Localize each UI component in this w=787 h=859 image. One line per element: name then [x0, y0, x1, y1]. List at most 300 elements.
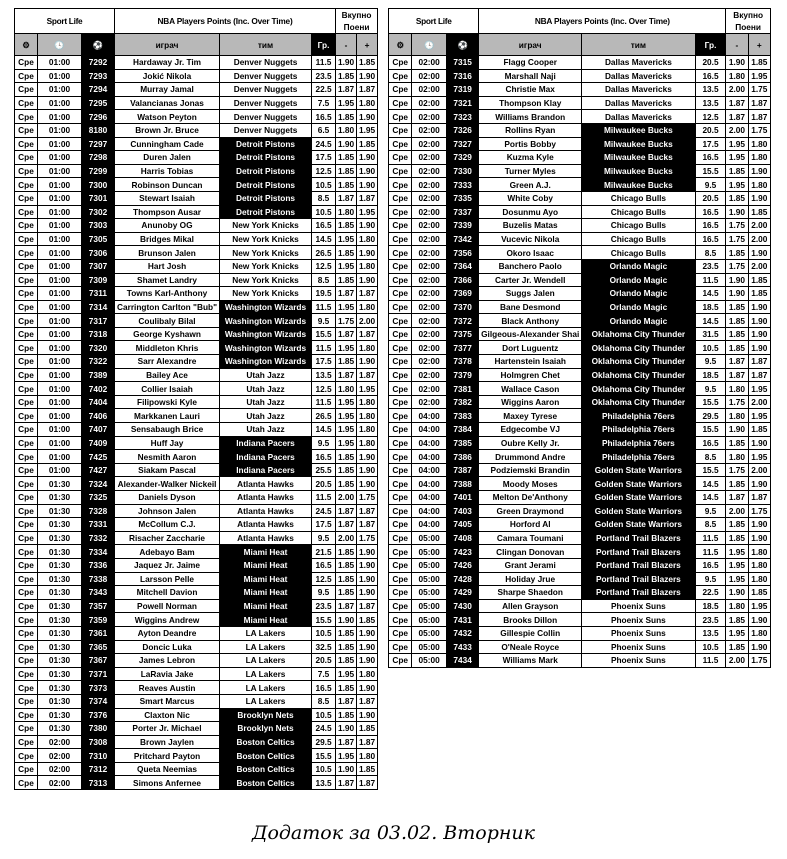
day-cell: Сре — [389, 450, 412, 464]
player-cell: Black Anthony — [479, 314, 582, 328]
over-odds-cell: 1.90 — [357, 219, 378, 233]
team-cell: Utah Jazz — [220, 382, 312, 396]
day-cell: Сре — [15, 300, 38, 314]
time-cell: 02:00 — [412, 151, 447, 165]
over-odds-cell: 1.75 — [748, 123, 770, 137]
over-odds-cell: 2.00 — [748, 463, 770, 477]
time-cell: 01:00 — [38, 83, 82, 97]
time-cell: 01:00 — [38, 178, 82, 192]
player-cell: Valancianas Jonas — [115, 96, 220, 110]
under-odds-cell: 1.85 — [336, 246, 357, 260]
time-cell: 02:00 — [412, 219, 447, 233]
over-odds-cell: 1.90 — [748, 341, 770, 355]
code-cell: 7292 — [82, 56, 115, 70]
over-odds-cell: 1.80 — [357, 259, 378, 273]
day-cell: Сре — [15, 558, 38, 572]
table-row — [389, 205, 771, 219]
under-odds-cell: 1.90 — [726, 56, 748, 70]
code-cell: 7372 — [446, 314, 479, 328]
under-odds-cell: 1.75 — [726, 259, 748, 273]
under-odds-cell: 1.85 — [726, 518, 748, 532]
under-odds-cell: 1.90 — [726, 287, 748, 301]
time-cell: 01:30 — [38, 640, 82, 654]
day-cell: Сре — [389, 164, 412, 178]
over-odds-cell: 1.90 — [357, 477, 378, 491]
over-odds-cell: 2.00 — [748, 232, 770, 246]
over-odds-cell: 1.90 — [748, 613, 770, 627]
time-cell: 02:00 — [412, 341, 447, 355]
code-cell: 7343 — [82, 586, 115, 600]
time-cell: 02:00 — [412, 300, 447, 314]
table-row — [389, 640, 771, 654]
over-odds-cell: 1.87 — [357, 518, 378, 532]
time-cell: 02:00 — [38, 776, 82, 790]
over-odds-cell: 1.80 — [357, 423, 378, 437]
table-row — [15, 572, 378, 586]
under-odds-cell: 1.75 — [336, 314, 357, 328]
table-row — [389, 178, 771, 192]
table-row — [389, 110, 771, 124]
code-cell: 7386 — [446, 450, 479, 464]
line-cell: 12.5 — [312, 572, 336, 586]
under-odds-cell: 1.85 — [336, 164, 357, 178]
team-cell: Chicago Bulls — [582, 191, 696, 205]
line-cell: 15.5 — [312, 749, 336, 763]
under-odds-cell: 1.75 — [726, 463, 748, 477]
code-cell: 7387 — [446, 463, 479, 477]
time-cell: 01:30 — [38, 681, 82, 695]
day-cell: Сре — [389, 56, 412, 70]
team-cell: LA Lakers — [220, 626, 312, 640]
day-cell: Сре — [15, 246, 38, 260]
table-row — [15, 694, 378, 708]
time-cell: 01:00 — [38, 463, 82, 477]
ball-icon: ⚽ — [446, 34, 479, 56]
day-cell: Сре — [389, 477, 412, 491]
table-row — [389, 518, 771, 532]
line-cell: 10.5 — [312, 762, 336, 776]
table-row — [15, 395, 378, 409]
code-cell: 7376 — [82, 708, 115, 722]
team-cell: Utah Jazz — [220, 423, 312, 437]
under-odds-cell: 1.90 — [336, 762, 357, 776]
player-cell: Maxey Tyrese — [479, 409, 582, 423]
time-cell: 01:00 — [38, 450, 82, 464]
over-odds-cell: 1.90 — [357, 246, 378, 260]
over-odds-cell: 1.90 — [748, 477, 770, 491]
team-cell: New York Knicks — [220, 219, 312, 233]
over-odds-cell: 1.85 — [748, 56, 770, 70]
line-cell: 14.5 — [695, 314, 726, 328]
over-odds-cell: 1.90 — [357, 273, 378, 287]
day-cell: Сре — [389, 572, 412, 586]
player-cell: Sensabaugh Brice — [115, 423, 220, 437]
time-cell: 04:00 — [412, 518, 447, 532]
player-cell: Hartenstein Isaiah — [479, 355, 582, 369]
code-cell: 7377 — [446, 341, 479, 355]
totals-label-line1: Вкупно — [341, 10, 372, 20]
code-cell: 7302 — [82, 205, 115, 219]
table-row — [389, 96, 771, 110]
line-cell: 11.5 — [695, 545, 726, 559]
player-cell: Jaquez Jr. Jaime — [115, 558, 220, 572]
line-cell: 10.5 — [312, 205, 336, 219]
over-odds-cell: 1.87 — [748, 110, 770, 124]
line-cell: 29.5 — [312, 735, 336, 749]
over-odds-cell: 1.90 — [357, 654, 378, 668]
team-cell: Denver Nuggets — [220, 83, 312, 97]
under-odds-cell: 1.90 — [726, 205, 748, 219]
code-cell: 7297 — [82, 137, 115, 151]
over-odds-cell: 1.95 — [357, 123, 378, 137]
line-cell: 8.5 — [695, 518, 726, 532]
time-cell: 01:30 — [38, 599, 82, 613]
table-row — [15, 191, 378, 205]
table-row — [15, 273, 378, 287]
time-cell: 04:00 — [412, 491, 447, 505]
player-cell: Marshall Naji — [479, 69, 582, 83]
code-cell: 7402 — [82, 382, 115, 396]
code-cell: 7315 — [446, 56, 479, 70]
under-odds-cell: 1.85 — [336, 640, 357, 654]
player-cell: Green Draymond — [479, 504, 582, 518]
time-cell: 01:00 — [38, 164, 82, 178]
line-cell: 6.5 — [312, 123, 336, 137]
player-header: играч — [115, 34, 220, 56]
table-row — [389, 450, 771, 464]
line-cell: 20.5 — [312, 654, 336, 668]
table-row — [389, 423, 771, 437]
day-cell: Сре — [15, 273, 38, 287]
line-cell: 14.5 — [695, 477, 726, 491]
over-odds-cell: 1.85 — [748, 205, 770, 219]
team-cell: Portland Trail Blazers — [582, 531, 696, 545]
time-cell: 02:00 — [412, 83, 447, 97]
team-cell: Atlanta Hawks — [220, 504, 312, 518]
day-cell: Сре — [389, 151, 412, 165]
time-cell: 05:00 — [412, 531, 447, 545]
player-cell: Powell Norman — [115, 599, 220, 613]
footer-caption: Додаток за 03.02. Вторник — [252, 822, 535, 844]
day-cell: Сре — [15, 762, 38, 776]
over-odds-cell: 1.87 — [357, 776, 378, 790]
team-cell: Oklahoma City Thunder — [582, 382, 696, 396]
over-odds-cell: 1.90 — [748, 327, 770, 341]
team-cell: New York Knicks — [220, 232, 312, 246]
table-row — [15, 518, 378, 532]
table-row — [15, 300, 378, 314]
code-cell: 7432 — [446, 626, 479, 640]
line-cell: 12.5 — [312, 164, 336, 178]
time-cell: 05:00 — [412, 545, 447, 559]
table-row — [15, 287, 378, 301]
under-odds-cell: 1.90 — [726, 586, 748, 600]
player-cell: Williams Mark — [479, 654, 582, 668]
team-cell: Golden State Warriors — [582, 504, 696, 518]
player-cell: Adebayo Bam — [115, 545, 220, 559]
line-cell: 16.5 — [695, 151, 726, 165]
player-cell: Towns Karl-Anthony — [115, 287, 220, 301]
day-cell: Сре — [389, 586, 412, 600]
table-row — [389, 341, 771, 355]
line-cell: 17.5 — [312, 518, 336, 532]
over-odds-cell: 1.80 — [748, 137, 770, 151]
line-cell: 8.5 — [312, 191, 336, 205]
time-cell: 01:30 — [38, 545, 82, 559]
table-row — [15, 463, 378, 477]
day-cell: Сре — [389, 504, 412, 518]
under-odds-cell: 2.00 — [726, 504, 748, 518]
team-cell: Boston Celtics — [220, 762, 312, 776]
line-cell: 17.5 — [695, 137, 726, 151]
line-cell: 11.5 — [695, 654, 726, 668]
under-odds-cell: 1.87 — [336, 504, 357, 518]
code-cell: 7431 — [446, 613, 479, 627]
under-odds-cell: 1.90 — [726, 423, 748, 437]
player-cell: Holiday Jrue — [479, 572, 582, 586]
player-cell: Williams Brandon — [479, 110, 582, 124]
team-cell: LA Lakers — [220, 654, 312, 668]
line-cell: 10.5 — [695, 640, 726, 654]
day-cell: Сре — [15, 259, 38, 273]
under-odds-cell: 1.80 — [726, 599, 748, 613]
over-odds-cell: 1.90 — [357, 69, 378, 83]
code-cell: 7359 — [82, 613, 115, 627]
time-cell: 01:00 — [38, 409, 82, 423]
day-cell: Сре — [389, 436, 412, 450]
code-cell: 7323 — [446, 110, 479, 124]
player-cell: Wiggins Aaron — [479, 395, 582, 409]
time-cell: 01:30 — [38, 613, 82, 627]
time-cell: 02:00 — [412, 368, 447, 382]
player-cell: Grant Jerami — [479, 558, 582, 572]
code-cell: 7428 — [446, 572, 479, 586]
table-row — [389, 409, 771, 423]
player-cell: Green A.J. — [479, 178, 582, 192]
player-cell: Coulibaly Bilal — [115, 314, 220, 328]
time-cell: 01:00 — [38, 395, 82, 409]
under-odds-cell: 1.85 — [336, 151, 357, 165]
over-odds-cell: 1.90 — [748, 246, 770, 260]
over-odds-cell: 1.75 — [357, 491, 378, 505]
team-cell: New York Knicks — [220, 259, 312, 273]
line-header: Гр. — [695, 34, 726, 56]
code-cell: 7429 — [446, 586, 479, 600]
code-cell: 7383 — [446, 409, 479, 423]
day-cell: Сре — [389, 626, 412, 640]
time-cell: 02:00 — [412, 56, 447, 70]
player-cell: Hardaway Jr. Tim — [115, 56, 220, 70]
team-cell: Washington Wizards — [220, 341, 312, 355]
team-cell: New York Knicks — [220, 273, 312, 287]
code-cell: 7404 — [82, 395, 115, 409]
day-cell: Сре — [15, 56, 38, 70]
under-odds-cell: 1.95 — [726, 572, 748, 586]
day-cell: Сре — [389, 110, 412, 124]
table-row — [15, 56, 378, 70]
left-rows — [15, 56, 378, 790]
team-cell: LA Lakers — [220, 694, 312, 708]
line-cell: 17.5 — [312, 355, 336, 369]
player-cell: Wallace Cason — [479, 382, 582, 396]
over-odds-cell: 1.80 — [357, 300, 378, 314]
code-cell: 7300 — [82, 178, 115, 192]
time-cell: 01:30 — [38, 708, 82, 722]
code-cell: 7319 — [446, 83, 479, 97]
under-odds-cell: 2.00 — [336, 531, 357, 545]
table-row — [389, 83, 771, 97]
time-cell: 01:30 — [38, 504, 82, 518]
under-odds-cell: 2.00 — [726, 83, 748, 97]
line-cell: 9.5 — [695, 504, 726, 518]
time-cell: 05:00 — [412, 558, 447, 572]
player-cell: Carrington Carlton "Bub" — [115, 300, 220, 314]
under-odds-cell: 1.85 — [336, 273, 357, 287]
team-cell: Golden State Warriors — [582, 477, 696, 491]
code-cell: 7293 — [82, 69, 115, 83]
player-cell: Moody Moses — [479, 477, 582, 491]
code-cell: 7333 — [446, 178, 479, 192]
day-cell: Сре — [15, 735, 38, 749]
table-row — [389, 477, 771, 491]
player-cell: Edgecombe VJ — [479, 423, 582, 437]
table-row — [15, 423, 378, 437]
time-cell: 02:00 — [412, 137, 447, 151]
player-cell: Brown Jaylen — [115, 735, 220, 749]
time-cell: 01:00 — [38, 287, 82, 301]
player-cell: George Kyshawn — [115, 327, 220, 341]
line-cell: 26.5 — [312, 409, 336, 423]
player-cell: Flagg Cooper — [479, 56, 582, 70]
under-odds-cell: 1.85 — [726, 327, 748, 341]
code-cell: 7321 — [446, 96, 479, 110]
time-cell: 01:00 — [38, 191, 82, 205]
totals-label — [336, 9, 378, 34]
team-cell: Milwaukee Bucks — [582, 151, 696, 165]
team-cell: Orlando Magic — [582, 287, 696, 301]
player-cell: Markkanen Lauri — [115, 409, 220, 423]
table-row — [15, 232, 378, 246]
code-cell: 7361 — [82, 626, 115, 640]
day-cell: Сре — [389, 382, 412, 396]
brand-label: Sport Life — [389, 9, 479, 34]
code-cell: 7316 — [446, 69, 479, 83]
day-cell: Сре — [389, 300, 412, 314]
under-odds-cell: 1.80 — [336, 205, 357, 219]
player-cell: Vucevic Nikola — [479, 232, 582, 246]
player-cell: Rollins Ryan — [479, 123, 582, 137]
line-cell: 11.5 — [695, 531, 726, 545]
player-cell: Brunson Jalen — [115, 246, 220, 260]
day-cell: Сре — [15, 586, 38, 600]
line-cell: 8.5 — [695, 450, 726, 464]
player-cell: Duren Jalen — [115, 151, 220, 165]
table-row — [15, 368, 378, 382]
line-cell: 15.5 — [312, 613, 336, 627]
under-odds-cell: 1.87 — [726, 110, 748, 124]
code-cell: 7434 — [446, 654, 479, 668]
team-cell: Phoenix Suns — [582, 654, 696, 668]
over-odds-cell: 1.85 — [357, 56, 378, 70]
under-odds-cell: 1.85 — [726, 640, 748, 654]
line-cell: 17.5 — [312, 151, 336, 165]
under-odds-cell: 1.85 — [336, 558, 357, 572]
line-cell: 16.5 — [312, 110, 336, 124]
code-cell: 7326 — [446, 123, 479, 137]
code-cell: 7367 — [82, 654, 115, 668]
over-odds-cell: 1.80 — [748, 545, 770, 559]
day-cell: Сре — [389, 518, 412, 532]
table-row — [15, 477, 378, 491]
totals-label — [726, 9, 771, 34]
player-cell: Oubre Kelly Jr. — [479, 436, 582, 450]
team-cell: Atlanta Hawks — [220, 491, 312, 505]
player-cell: Horford Al — [479, 518, 582, 532]
team-cell: Golden State Warriors — [582, 518, 696, 532]
table-row — [15, 436, 378, 450]
day-cell: Сре — [15, 368, 38, 382]
time-cell: 01:30 — [38, 722, 82, 736]
table-row — [15, 504, 378, 518]
line-cell: 15.5 — [695, 463, 726, 477]
team-cell: Portland Trail Blazers — [582, 558, 696, 572]
over-odds-cell: 1.90 — [357, 355, 378, 369]
team-cell: Atlanta Hawks — [220, 518, 312, 532]
time-cell: 02:00 — [412, 395, 447, 409]
line-cell: 16.5 — [312, 219, 336, 233]
table-row — [15, 599, 378, 613]
team-cell: Portland Trail Blazers — [582, 572, 696, 586]
over-odds-cell: 1.90 — [357, 164, 378, 178]
team-cell: Chicago Bulls — [582, 205, 696, 219]
code-cell: 7409 — [82, 436, 115, 450]
over-odds-cell: 1.80 — [357, 667, 378, 681]
day-cell: Сре — [15, 69, 38, 83]
over-odds-cell: 1.85 — [748, 273, 770, 287]
table-row — [389, 491, 771, 505]
table-title: NBA Players Points (Inc. Over Time) — [479, 9, 726, 34]
over-odds-cell: 1.75 — [748, 654, 770, 668]
team-cell: Miami Heat — [220, 613, 312, 627]
team-cell: Oklahoma City Thunder — [582, 327, 696, 341]
player-cell: Simons Anfernee — [115, 776, 220, 790]
table-row — [15, 341, 378, 355]
code-cell: 7374 — [82, 694, 115, 708]
line-cell: 7.5 — [312, 667, 336, 681]
ball-icon: ⚽ — [82, 34, 115, 56]
under-odds-cell: 1.80 — [726, 409, 748, 423]
team-cell: Miami Heat — [220, 545, 312, 559]
under-odds-cell: 1.85 — [336, 681, 357, 695]
line-cell: 25.5 — [312, 463, 336, 477]
over-odds-cell: 1.80 — [357, 409, 378, 423]
player-cell: McCollum C.J. — [115, 518, 220, 532]
over-odds-cell: 1.80 — [357, 232, 378, 246]
line-cell: 16.5 — [695, 558, 726, 572]
line-cell: 10.5 — [695, 341, 726, 355]
under-odds-cell: 1.85 — [726, 246, 748, 260]
table-row — [15, 83, 378, 97]
under-odds-cell: 1.80 — [726, 69, 748, 83]
code-cell: 7325 — [82, 491, 115, 505]
table-row — [15, 382, 378, 396]
under-odds-cell: 1.85 — [336, 450, 357, 464]
time-cell: 01:30 — [38, 586, 82, 600]
line-cell: 20.5 — [312, 477, 336, 491]
code-cell: 7427 — [82, 463, 115, 477]
line-cell: 18.5 — [695, 599, 726, 613]
code-cell: 7324 — [82, 477, 115, 491]
